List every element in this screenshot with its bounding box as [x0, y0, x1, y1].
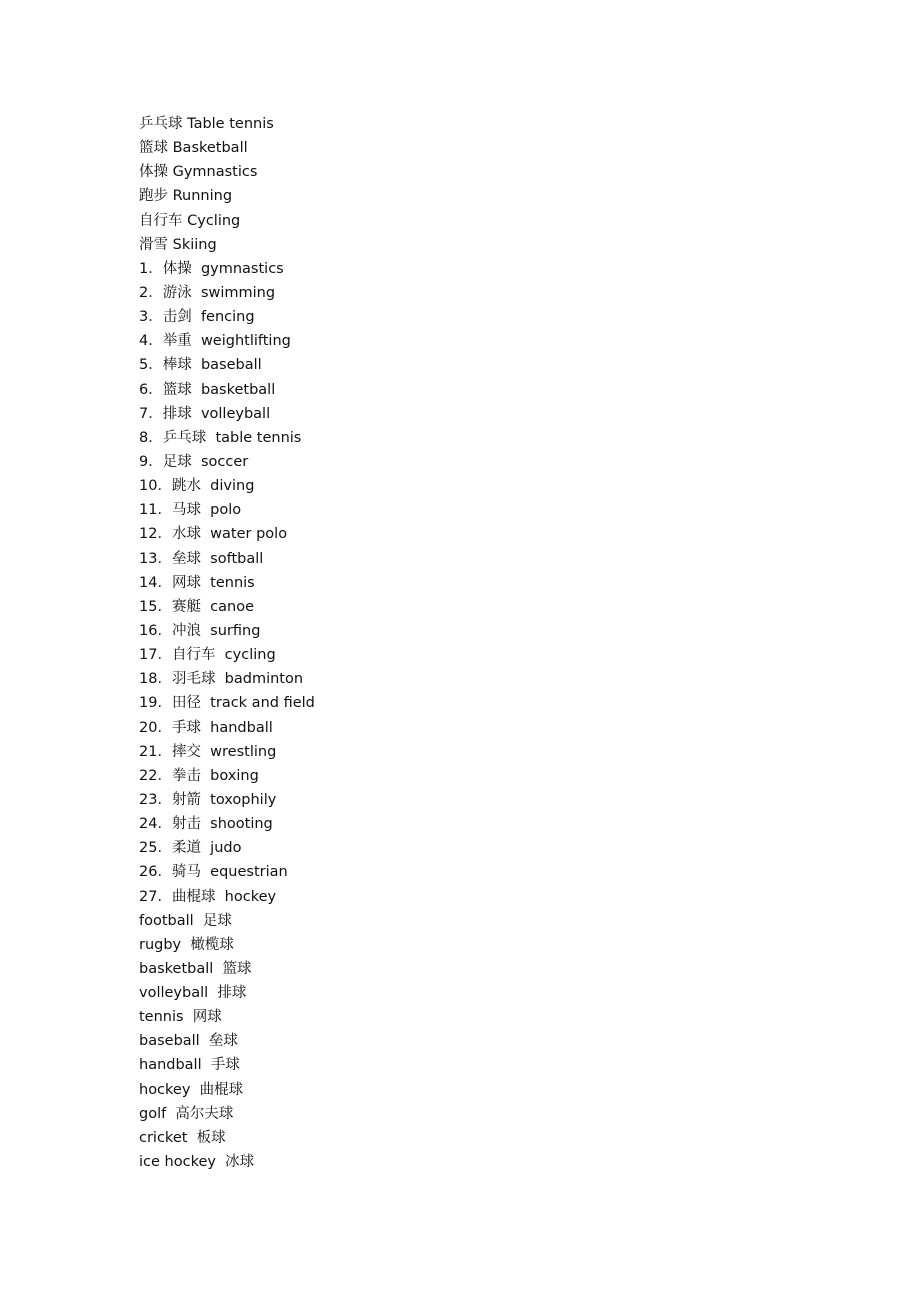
- numbered-item: 14．网球 tennis: [139, 574, 255, 591]
- numbered-item: 19．田径 track and field: [139, 695, 315, 712]
- text-line: 体操 Gymnastics: [139, 164, 258, 181]
- numbered-item: 5．棒球 baseball: [139, 357, 262, 374]
- numbered-item: 7．排球 volleyball: [139, 405, 271, 422]
- numbered-item: 22．拳击 boxing: [139, 767, 259, 784]
- numbered-item: 26．骑马 equestrian: [139, 864, 288, 881]
- numbered-item: 4．举重 weightlifting: [139, 333, 291, 350]
- vocab-line: rugby 橄榄球: [139, 936, 234, 953]
- text-line: 篮球 Basketball: [139, 140, 248, 157]
- numbered-item: 11．马球 polo: [139, 502, 242, 519]
- numbered-item: 10．跳水 diving: [139, 478, 255, 495]
- numbered-item: 18．羽毛球 badminton: [139, 671, 304, 688]
- vocab-line: golf 高尔夫球: [139, 1105, 234, 1122]
- numbered-item: 3．击剑 fencing: [139, 309, 255, 326]
- vocab-line: volleyball 排球: [139, 985, 247, 1002]
- numbered-item: 23．射箭 toxophily: [139, 791, 277, 808]
- numbered-item: 1．体操 gymnastics: [139, 260, 284, 277]
- numbered-item: 9．足球 soccer: [139, 453, 249, 470]
- numbered-item: 17．自行车 cycling: [139, 647, 276, 664]
- text-line: 自行车 Cycling: [139, 212, 241, 229]
- vocab-line: hockey 曲棍球: [139, 1081, 244, 1098]
- numbered-item: 20．手球 handball: [139, 719, 273, 736]
- numbered-item: 24．射击 shooting: [139, 816, 273, 833]
- numbered-item: 15．赛艇 canoe: [139, 598, 255, 615]
- vocab-line: basketball 篮球: [139, 960, 252, 977]
- vocab-line: handball 手球: [139, 1057, 240, 1074]
- numbered-item: 6．篮球 basketball: [139, 381, 276, 398]
- text-line: 滑雪 Skiing: [139, 236, 217, 253]
- numbered-item: 25．柔道 judo: [139, 840, 242, 857]
- numbered-item: 12．水球 water polo: [139, 526, 288, 543]
- document-text: [139, 112, 839, 1174]
- text-line: 跑步 Running: [139, 188, 233, 205]
- vocab-line: cricket 板球: [139, 1129, 226, 1146]
- numbered-item: 21．摔交 wrestling: [139, 743, 277, 760]
- numbered-item: 2．游泳 swimming: [139, 284, 276, 301]
- numbered-item: 16．冲浪 surfing: [139, 622, 261, 639]
- numbered-item: 13．垒球 softball: [139, 550, 264, 567]
- numbered-item: 8．乒乓球 table tennis: [139, 429, 302, 446]
- vocab-line: ice hockey 冰球: [139, 1154, 255, 1171]
- vocab-line: baseball 垒球: [139, 1033, 238, 1050]
- vocab-line: football 足球: [139, 912, 232, 929]
- text-line: 乒乓球 Table tennis: [139, 116, 274, 132]
- numbered-item: 27．曲棍球 hockey: [139, 888, 277, 905]
- vocab-line: tennis 网球: [139, 1009, 222, 1026]
